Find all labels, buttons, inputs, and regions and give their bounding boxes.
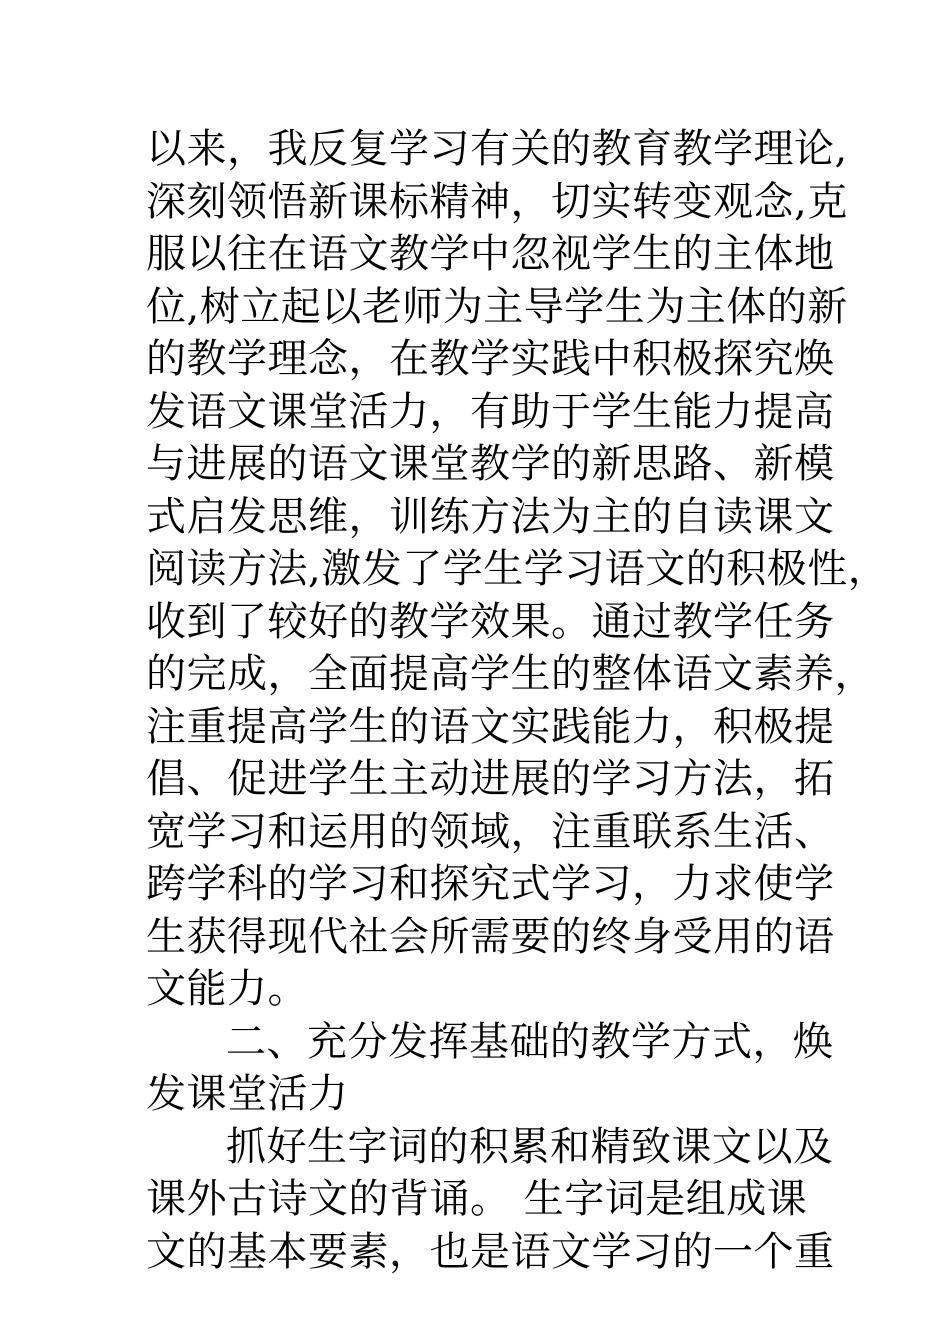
text-line: 收到了较好的教学效果。通过教学任务 <box>146 598 835 645</box>
text-line: 与进展的语文课堂教学的新思路、新模 <box>146 441 835 487</box>
text-line: 发课堂活力 <box>146 1071 349 1117</box>
text-line: 文的基本要素，也是语文学习的一个重 <box>146 1228 835 1275</box>
text-line: 跨学科的学习和探究式学习，力求使学 <box>146 861 835 907</box>
section-heading-paragraph <box>146 1016 834 1121</box>
document-body <box>146 123 889 1278</box>
text-line: 二、充分发挥基础的教学方式，焕 <box>226 1018 834 1065</box>
text-line: 抓好生字词的积累和精致课文以及 <box>226 1123 834 1170</box>
paragraph-1 <box>146 123 889 1016</box>
text-line: 服以往在语文教学中忽视学生的主体地 <box>146 231 835 277</box>
text-line: 课外古诗文的背诵。 生字词是组成课 <box>146 1176 808 1222</box>
text-line: 位,树立起以老师为主导学生为主体的新 <box>146 283 848 330</box>
text-line: 的完成，全面提高学生的整体语文素养， <box>146 651 875 697</box>
text-line: 式启发思维，训练方法为主的自读课文 <box>146 493 835 540</box>
text-line: 的教学理念，在教学实践中积极探究焕 <box>146 336 835 382</box>
text-line: 宽学习和运用的领域，注重联系生活、 <box>146 808 835 855</box>
paragraph-3 <box>146 1121 835 1279</box>
text-line: 发语文课堂活力，有助于学生能力提高 <box>146 388 835 435</box>
text-line: 阅读方法,激发了学生学习语文的积极性， <box>146 546 889 592</box>
text-line: 深刻领悟新课标精神，切实转变观念,克 <box>146 178 848 225</box>
text-line: 生获得现代社会所需要的终身受用的语 <box>146 913 835 960</box>
text-line: 以来，我反复学习有关的教育教学理论, <box>146 126 848 172</box>
text-line: 倡、促进学生主动进展的学习方法，拓 <box>146 756 835 802</box>
text-line: 文能力。 <box>146 966 308 1012</box>
text-line: 注重提高学生的语文实践能力，积极提 <box>146 703 835 750</box>
